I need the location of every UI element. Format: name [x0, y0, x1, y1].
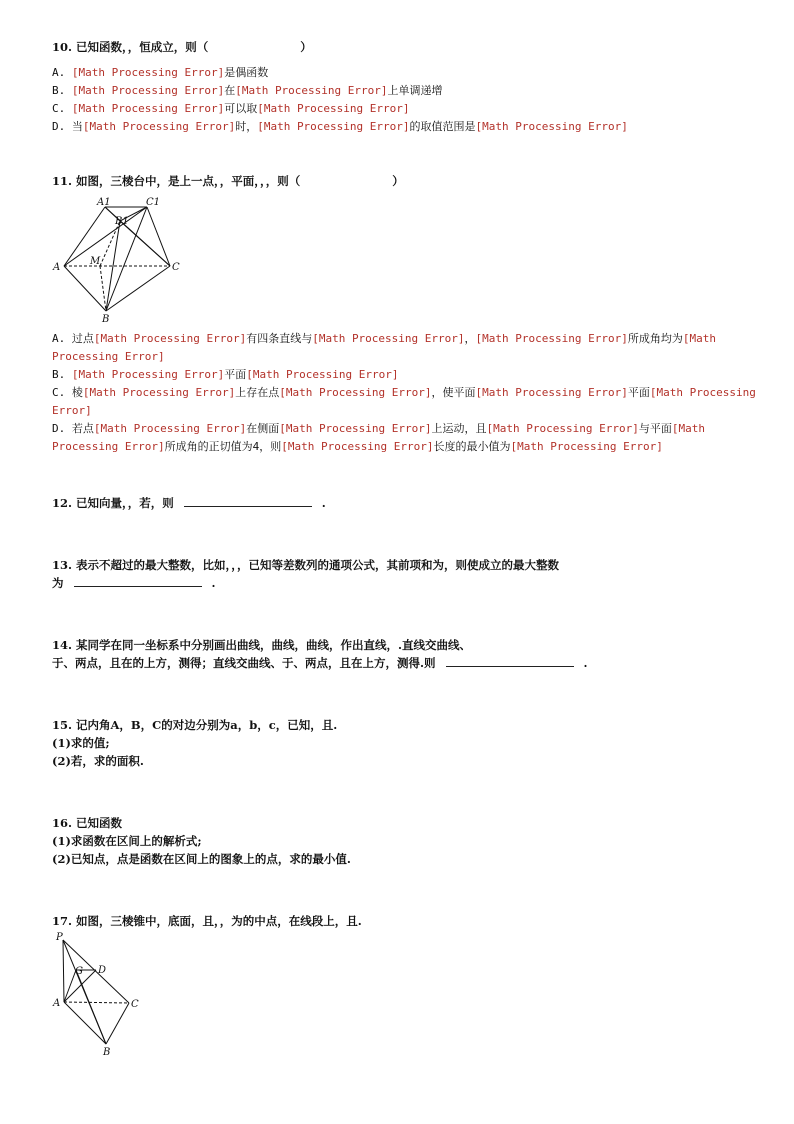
q13-line2: [52, 574, 216, 592]
option-math-error: [Math Processing Error]: [475, 386, 628, 399]
label-m: M: [90, 256, 101, 267]
q14-line2: [52, 654, 588, 672]
option-math-error: [Math Processing Error]: [510, 440, 663, 453]
option-math-error: [Math Processing Error]: [235, 84, 388, 97]
option-math-error: [Math Processing Error]: [312, 332, 465, 345]
option-math-error: [Math Processing Error]: [71, 84, 225, 97]
q13-answer-blank[interactable]: [74, 574, 202, 587]
q15-part1: (1)求的值;: [52, 736, 110, 750]
q11-option-d: [52, 420, 705, 456]
option-letter: C.: [52, 102, 72, 115]
option-math-error: [Math Processing Error]: [279, 422, 432, 435]
option-math-error: [Math: [682, 332, 716, 345]
q16-part1: (1)求函数在区间上的解析式;: [52, 834, 202, 848]
option-text: 时，: [235, 120, 258, 133]
q12-tail: .: [321, 496, 326, 510]
option-math-error: [Math Processing Error]: [93, 422, 247, 435]
q10-option-b: [52, 82, 443, 100]
label-a: A: [53, 262, 61, 273]
q13-line1: 13. 表示不超过的最大整数，比如，，，已知等差数列的通项公式，其前项和为，则使成立的最大整数: [52, 558, 560, 572]
q15-line1: 15. 记内角A，B，C的对边分别为a，b，c，已知，且.: [52, 718, 338, 732]
q14-line2-text: 于、两点，且在的上方，测得；直线交曲线、于、两点，且在上方，测得.则: [52, 656, 436, 670]
option-text: 长度的最小值为: [433, 440, 511, 453]
label-c: C: [172, 262, 180, 273]
option-line: [52, 420, 705, 438]
option-text: C. 棱: [52, 386, 83, 399]
option-text: 有四条直线与: [246, 332, 313, 345]
option-text: 所成角的正切值为4，则: [164, 440, 282, 453]
option-math-error: [Math Processing Error]: [71, 66, 225, 79]
option-text: A. 过点: [52, 332, 94, 345]
option-line: [52, 402, 756, 420]
label-b1: B1: [115, 216, 129, 227]
label-b: B: [103, 1047, 111, 1058]
option-text: ，: [464, 332, 476, 345]
q13-tail: .: [211, 576, 216, 590]
option-math-error: [Math Processing Error]: [82, 120, 236, 133]
q14-line1: 14. 某同学在同一坐标系中分别画出曲线，曲线，曲线，作出直线，.直线交曲线、: [52, 638, 472, 652]
option-math-error: Processing Error]: [52, 440, 165, 453]
q11-stem: 11. 如图，三棱台中，是上一点，，平面，，，则（ ）: [52, 174, 404, 188]
option-math-error: [Math Processing Error]: [257, 120, 410, 133]
label-d: D: [98, 965, 107, 976]
option-text: 在侧面: [246, 422, 280, 435]
option-text: 所成角均为: [627, 332, 683, 345]
option-math-error: [Math Processing Error]: [82, 386, 236, 399]
option-letter: D.: [52, 120, 72, 133]
option-text: 与平面: [638, 422, 672, 435]
option-math-error: [Math Processing Error]: [475, 120, 628, 133]
q12: [52, 494, 326, 512]
option-math-error: [Math: [671, 422, 705, 435]
option-line: [52, 438, 705, 456]
q10-option-a: [52, 64, 268, 82]
option-text: 可以取: [224, 102, 258, 115]
option-text: 上运动，且: [431, 422, 487, 435]
option-letter: B.: [52, 84, 72, 97]
q17-pyramid-figure: [50, 930, 150, 1060]
q12-stem: 12. 已知向量，，若，则: [52, 496, 174, 510]
option-text: 的取值范围是: [409, 120, 476, 133]
option-text: 是偶函数: [224, 66, 269, 79]
option-math-error: [Math Processing Error]: [246, 368, 399, 381]
q14-tail: .: [583, 656, 588, 670]
q16-part2: (2)已知点，点是函数在区间上的图象上的点，求的最小值.: [52, 852, 351, 866]
option-text: B.: [52, 368, 72, 381]
label-c1: C1: [146, 197, 161, 208]
option-math-error: [Math Processing Error]: [71, 368, 225, 381]
q15-part2: (2)若，求的面积.: [52, 754, 144, 768]
option-text: 当: [71, 120, 83, 133]
label-c: C: [131, 999, 139, 1010]
option-text: 平面: [627, 386, 650, 399]
q14-answer-blank[interactable]: [446, 654, 574, 667]
q10-option-c: [52, 100, 410, 118]
option-math-error: [Math Processing Error]: [486, 422, 639, 435]
label-p: P: [56, 932, 63, 943]
option-text: 上存在点: [235, 386, 280, 399]
label-b: B: [102, 314, 110, 324]
option-line: [52, 384, 756, 402]
option-line: [52, 330, 716, 348]
option-letter: A.: [52, 66, 72, 79]
label-a1: A1: [97, 197, 111, 208]
option-math-error: [Math Processing: [649, 386, 756, 399]
q11-option-b: [52, 366, 399, 384]
option-text: 上单调递增: [387, 84, 443, 97]
option-math-error: [Math Processing Error]: [281, 440, 434, 453]
q13-line2-text: 为: [52, 576, 64, 590]
q10-stem: 10. 已知函数，，恒成立，则（ ）: [52, 40, 312, 54]
q16-line1: 16. 已知函数: [52, 816, 123, 830]
option-line: [52, 348, 716, 366]
option-math-error: Error]: [52, 404, 92, 417]
option-text: 在: [224, 84, 236, 97]
option-math-error: [Math Processing Error]: [279, 386, 432, 399]
option-math-error: [Math Processing Error]: [475, 332, 628, 345]
label-a: A: [53, 998, 61, 1009]
q10-option-d: [52, 118, 628, 136]
q17-stem: 17. 如图，三棱锥中，底面，且，，为的中点，在线段上，且.: [52, 914, 362, 928]
q11-frustum-figure: [52, 194, 192, 324]
option-math-error: [Math Processing Error]: [71, 102, 225, 115]
option-text: 平面: [224, 368, 247, 381]
option-math-error: Processing Error]: [52, 350, 165, 363]
option-line: [52, 366, 399, 384]
option-math-error: [Math Processing Error]: [93, 332, 247, 345]
option-text: D. 若点: [52, 422, 94, 435]
label-g: G: [75, 966, 83, 977]
q11-option-a: [52, 330, 716, 366]
option-math-error: [Math Processing Error]: [257, 102, 410, 115]
option-text: ，使平面: [431, 386, 476, 399]
q11-option-c: [52, 384, 756, 420]
q12-answer-blank[interactable]: [184, 494, 312, 507]
